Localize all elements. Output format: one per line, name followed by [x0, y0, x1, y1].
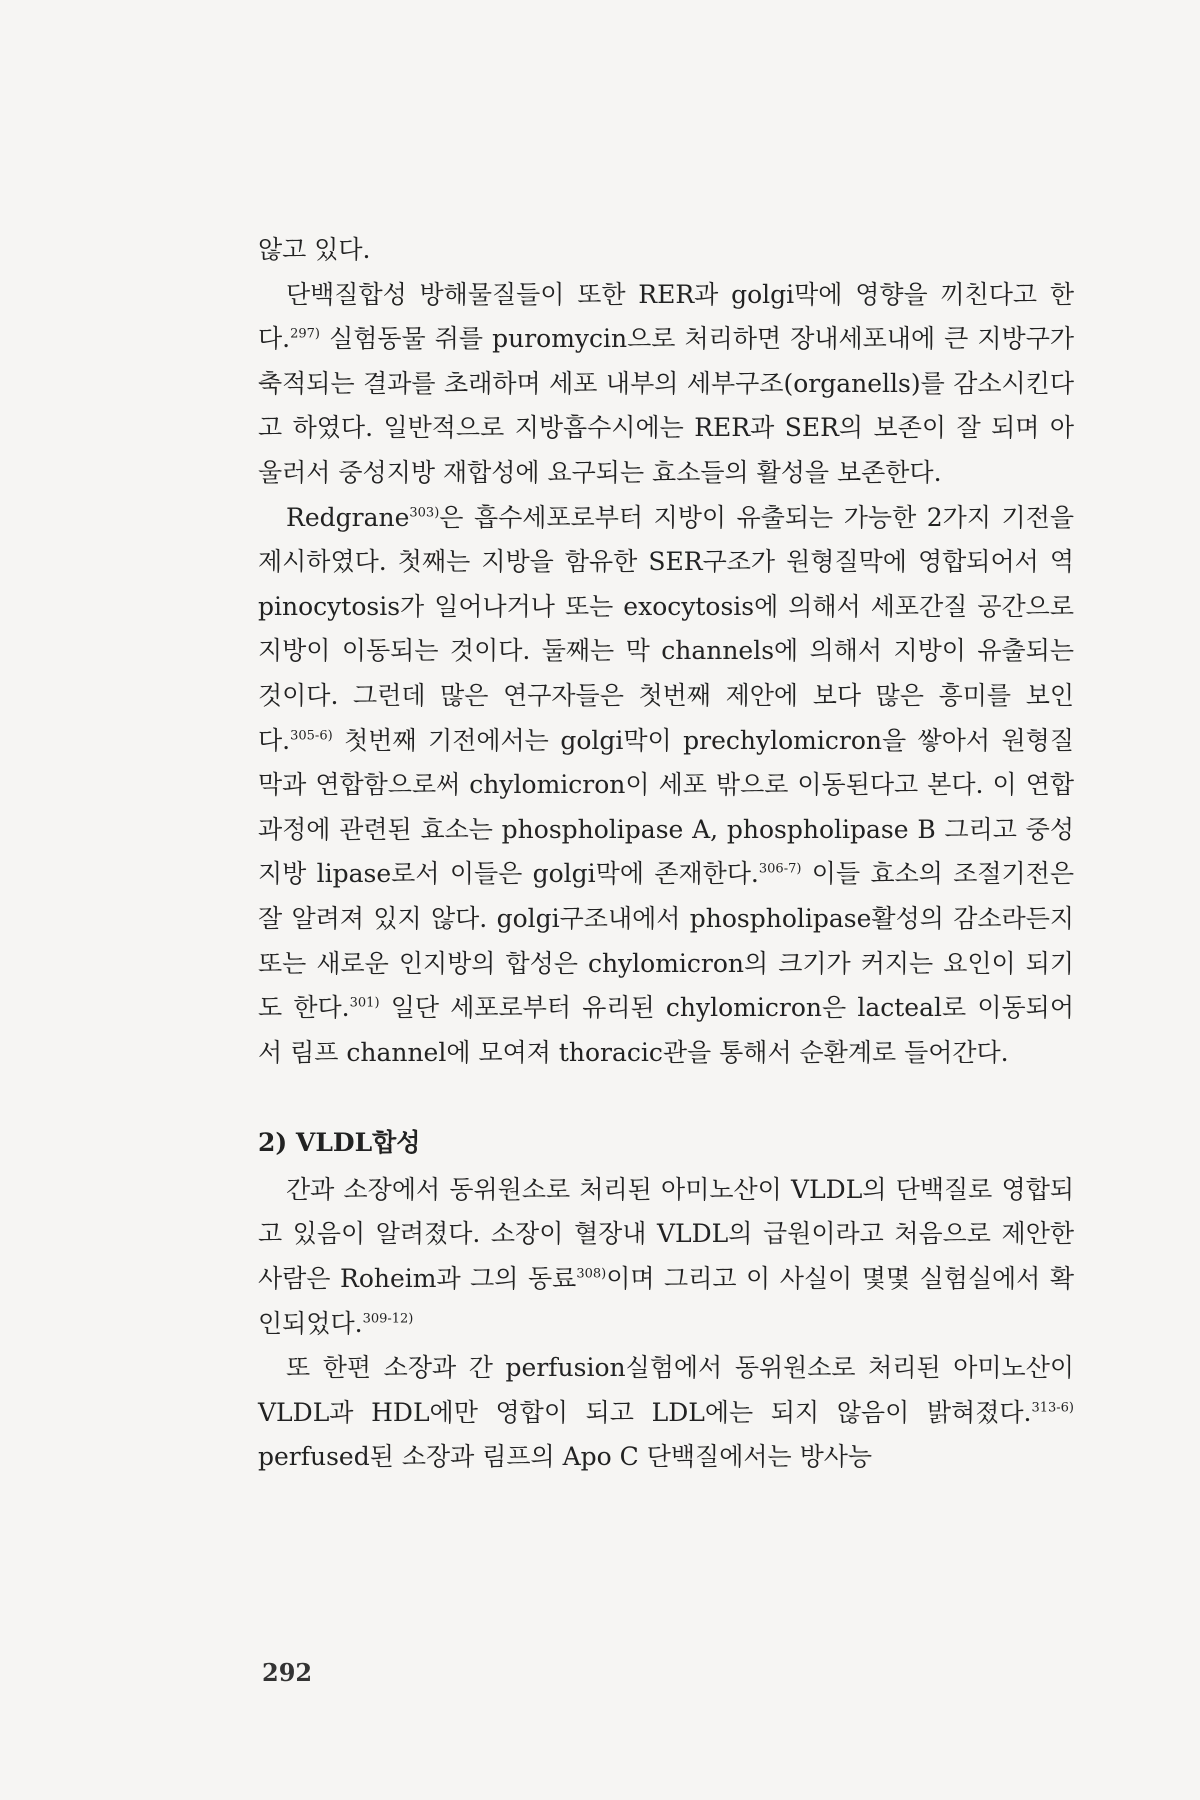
citation-ref: 306-7) — [758, 861, 802, 877]
paragraph-text: 은 흡수세포로부터 지방이 유출되는 가능한 2가지 기전을 제시하였다. 첫째는 지방을 함유한 SER구조가 원형질막에 영합되어서 역 pinocytosis가 일어나거나 또는 exocytosis에 의해서 세포간질 공간으로 지방이 이동되는 것이다. 둘째는 막 channels에 의해서 지방이 유출되는 것이다. 그런데 많은 연구자들은 첫번째 제안에 보다 많은 흥미를 보인다. — [258, 502, 1074, 755]
paragraph-text: perfused된 소장과 림프의 Apo C 단백질에서는 방사능 — [258, 1442, 873, 1472]
page-number: 292 — [262, 1658, 313, 1687]
paragraph-text: 이들 효소의 조절기전은 잘 알려져 있지 않다. golgi구조내에서 phospholipase활성의 감소라든지 또는 새로운 인지방의 합성은 chylomicron의 크기가 커지는 요인이 되기도 한다. — [258, 859, 1074, 1023]
paragraph-text: 또 한편 소장과 간 perfusion실험에서 동위원소로 처리된 아미노산이 VLDL과 HDL에만 영합이 되고 LDL에는 되지 않음이 밝혀졌다. — [258, 1353, 1074, 1427]
paragraph-text: 이며 그리고 이 사실이 몇몇 실험실에서 확인되었다. — [258, 1264, 1075, 1338]
body-text — [258, 228, 1074, 1480]
citation-ref: 297) — [290, 326, 320, 342]
citation-ref: 303) — [409, 505, 440, 521]
paragraph-text: 간과 소장에서 동위원소로 처리된 아미노산이 VLDL의 단백질로 영합되고 있음이 알려졌다. 소장이 혈장내 VLDL의 급원이라고 처음으로 제안한 사람은 Roheim과 그의 동료 — [258, 1174, 1074, 1294]
paragraph-text: Redgrane — [286, 502, 410, 532]
citation-ref: 301) — [349, 995, 380, 1011]
citation-ref: 305-6) — [290, 728, 333, 744]
paragraph-redgrane — [258, 496, 1074, 1076]
citation-ref: 309-12) — [362, 1311, 414, 1327]
paragraph-text: 첫번째 기전에서는 golgi막이 prechylomicron을 쌓아서 원형질막과 연합함으로써 chylomicron이 세포 밖으로 이동된다고 본다. 이 연합과정에 관련된 효소는 phospholipase A, phospholipase B 그리고 중성지방 lipase로서 이들은 golgi막에 존재한다. — [258, 725, 1074, 889]
paragraph-protein-synthesis — [258, 273, 1074, 496]
citation-ref: 308) — [576, 1266, 607, 1282]
citation-ref: 313-6) — [1031, 1400, 1074, 1416]
paragraph-vldl-origin — [258, 1168, 1074, 1346]
paragraph-text: 일단 세포로부터 유리된 chylomicron은 lacteal로 이동되어서 림프 channel에 모여져 thoracic관을 통해서 순환계로 들어간다. — [258, 993, 1074, 1067]
paragraph-text: 단백질합성 방해물질들이 또한 RER과 golgi막에 영향을 끼친다고 한다. — [258, 279, 1074, 354]
paragraph-text: 실험동물 쥐를 puromycin으로 처리하면 장내세포내에 큰 지방구가 축적되는 결과를 초래하며 세포 내부의 세부구조(organells)를 감소시킨다고 하였다. 일반적으로 지방흡수시에는 RER과 SER의 보존이 잘 되며 아울러서 중성지방 재합성에 요구되는 효소들의 활성을 보존한다. — [258, 324, 1074, 487]
section-heading: 2) VLDL합성 — [258, 1128, 421, 1158]
paragraph-perfusion — [258, 1346, 1074, 1480]
paragraph-continuation: 않고 있다. — [258, 235, 371, 264]
